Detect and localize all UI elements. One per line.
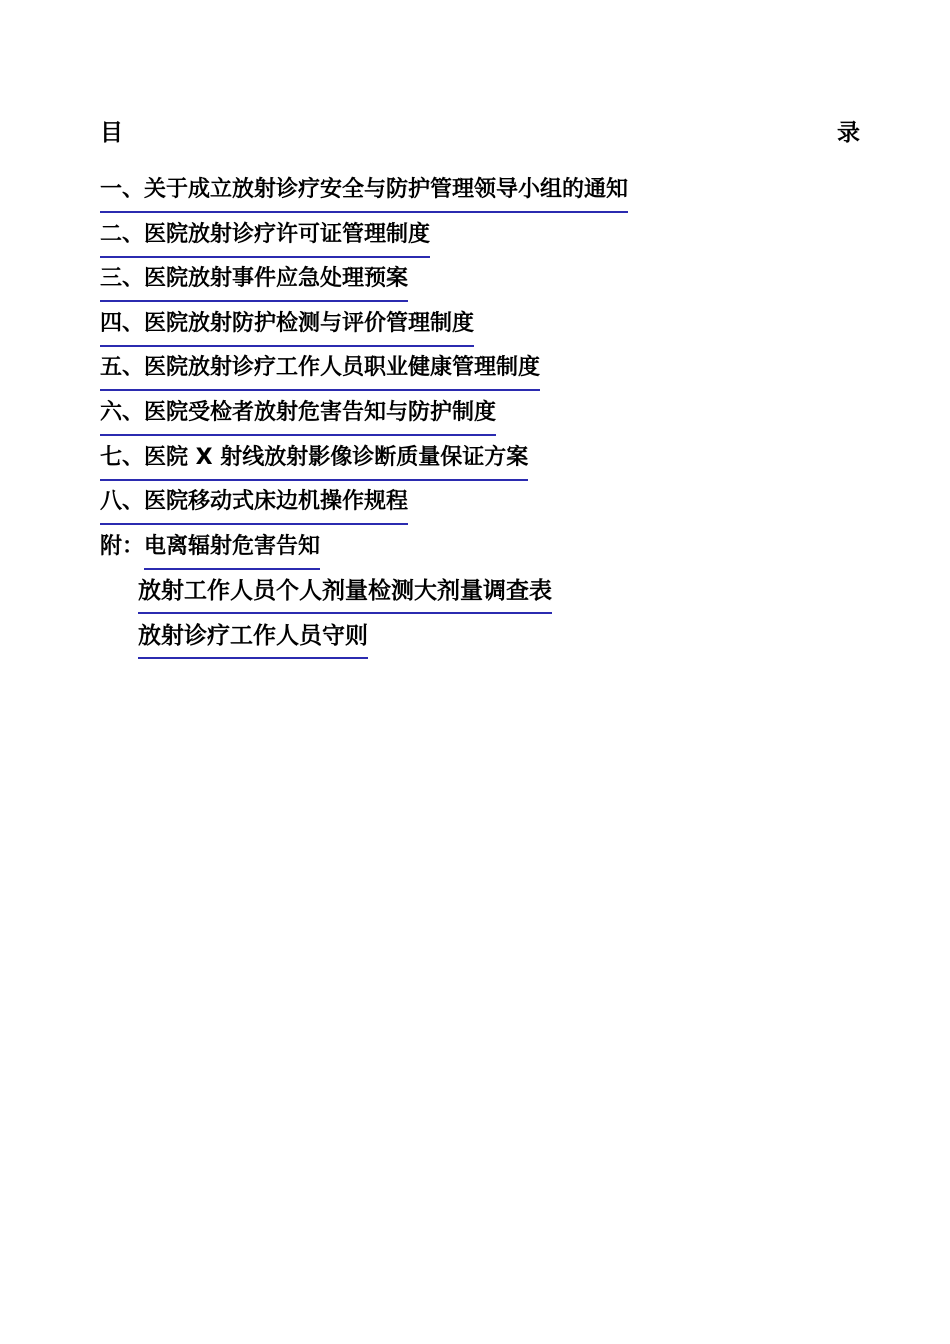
toc-link-4[interactable]: 四、医院放射防护检测与评价管理制度 <box>100 309 474 347</box>
toc-link-appendix[interactable]: 电离辐射危害告知 <box>144 532 320 570</box>
toc-link-3[interactable]: 三、医院放射事件应急处理预案 <box>100 264 408 302</box>
toc-item <box>100 487 628 532</box>
toc-heading-right: 录 <box>837 120 860 146</box>
toc-sub-item <box>100 621 628 666</box>
toc-item <box>100 398 628 443</box>
toc-item <box>100 264 628 309</box>
toc-link-1[interactable]: 一、关于成立放射诊疗安全与防护管理领导小组的通知 <box>100 175 628 213</box>
toc-item <box>100 443 628 488</box>
toc-link-8[interactable]: 八、医院移动式床边机操作规程 <box>100 487 408 525</box>
toc-list <box>100 175 628 666</box>
toc-link-7[interactable]: 七、医院 X 射线放射影像诊断质量保证方案 <box>100 443 528 481</box>
toc-link-6[interactable]: 六、医院受检者放射危害告知与防护制度 <box>100 398 496 436</box>
toc-appendix-item <box>100 532 628 577</box>
toc-link-5[interactable]: 五、医院放射诊疗工作人员职业健康管理制度 <box>100 353 540 391</box>
toc-sub-item <box>100 576 628 621</box>
toc-link-appendix-sub-1[interactable]: 放射工作人员个人剂量检测大剂量调查表 <box>138 576 552 614</box>
toc-link-2[interactable]: 二、医院放射诊疗许可证管理制度 <box>100 220 430 258</box>
toc-link-appendix-sub-2[interactable]: 放射诊疗工作人员守则 <box>138 621 368 659</box>
appendix-prefix: 附： <box>100 533 145 559</box>
toc-item <box>100 309 628 354</box>
toc-item <box>100 353 628 398</box>
toc-heading-left: 目 <box>100 120 123 146</box>
toc-heading <box>100 114 860 148</box>
toc-item <box>100 220 628 265</box>
toc-item <box>100 175 628 220</box>
